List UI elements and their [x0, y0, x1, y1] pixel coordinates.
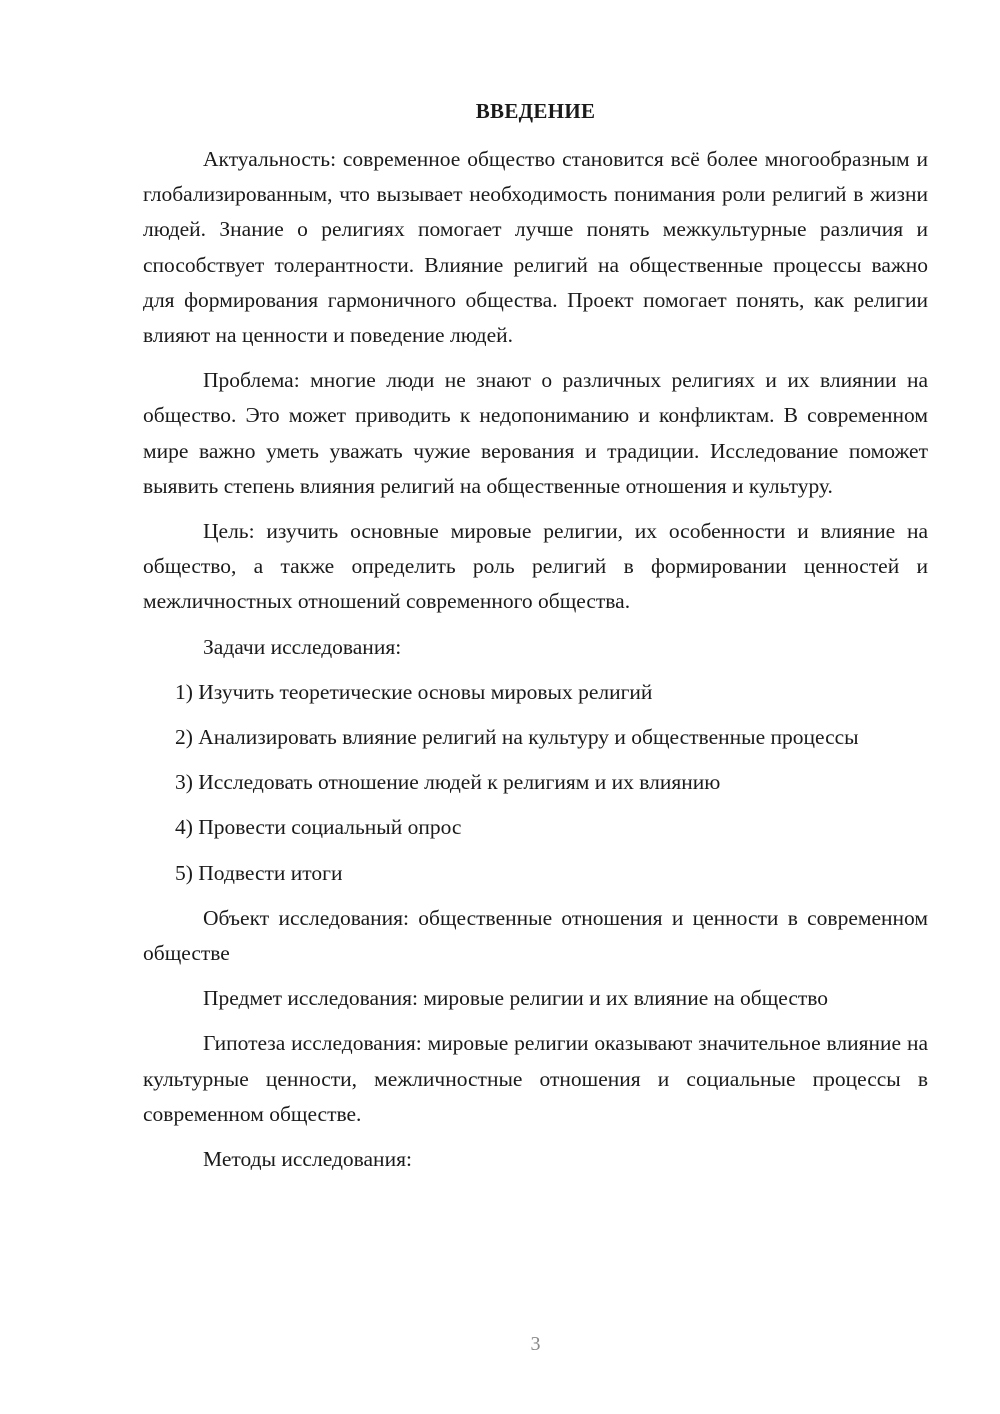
paragraph-subject: Предмет исследования: мировые религии и их влияние на общество — [203, 986, 829, 1011]
task-item-3: 3) Исследовать отношение людей к религиям и их влиянию — [175, 770, 721, 795]
paragraph-hypothesis: Гипотеза исследования: мировые религии оказывают значительное влияние на культурные ценности, межличностные отношения и социальные процессы в современном обществе. — [143, 1031, 928, 1126]
paragraph-relevance: Актуальность: современное общество становится всё более многообразным и глобализированным, что вызывает необходимость понимания роли религий в жизни людей. Знание о религиях помогает лучше понять межкультурные различия и способствует толерантности. Влияние религий на общественные процессы важно для формирования гармоничного общества. Проект помогает понять, как религии влияют на ценности и поведение людей. — [143, 147, 928, 348]
page-title: ВВЕДЕНИЕ — [475, 99, 596, 123]
methods-heading: Методы исследования: — [203, 1147, 412, 1172]
task-item-2: 2) Анализировать влияние религий на культуру и общественные процессы — [175, 725, 859, 750]
paragraph-object: Объект исследования: общественные отношения и ценности в современном обществе — [143, 905, 928, 966]
paragraph-goal: Цель: изучить основные мировые религии, их особенности и влияние на общество, а также определить роль религий в формировании ценностей и межличностных отношений современного общества. — [143, 519, 928, 614]
document-body — [143, 142, 928, 1187]
task-item-1: 1) Изучить теоретические основы мировых религий — [175, 679, 653, 704]
paragraph-problem: Проблема: многие люди не знают о различных религиях и их влиянии на общество. Это может приводить к недопониманию и конфликтам. В современном мире важно уметь уважать чужие верования и традиции. Исследование поможет выявить степень влияния религий на общественные отношения и культуру. — [143, 368, 928, 498]
task-item-4: 4) Провести социальный опрос — [175, 815, 462, 840]
task-item-5: 5) Подвести итоги — [175, 860, 343, 885]
tasks-heading: Задачи исследования: — [203, 634, 402, 659]
page-number: 3 — [530, 1333, 541, 1355]
document-page — [143, 0, 928, 1414]
